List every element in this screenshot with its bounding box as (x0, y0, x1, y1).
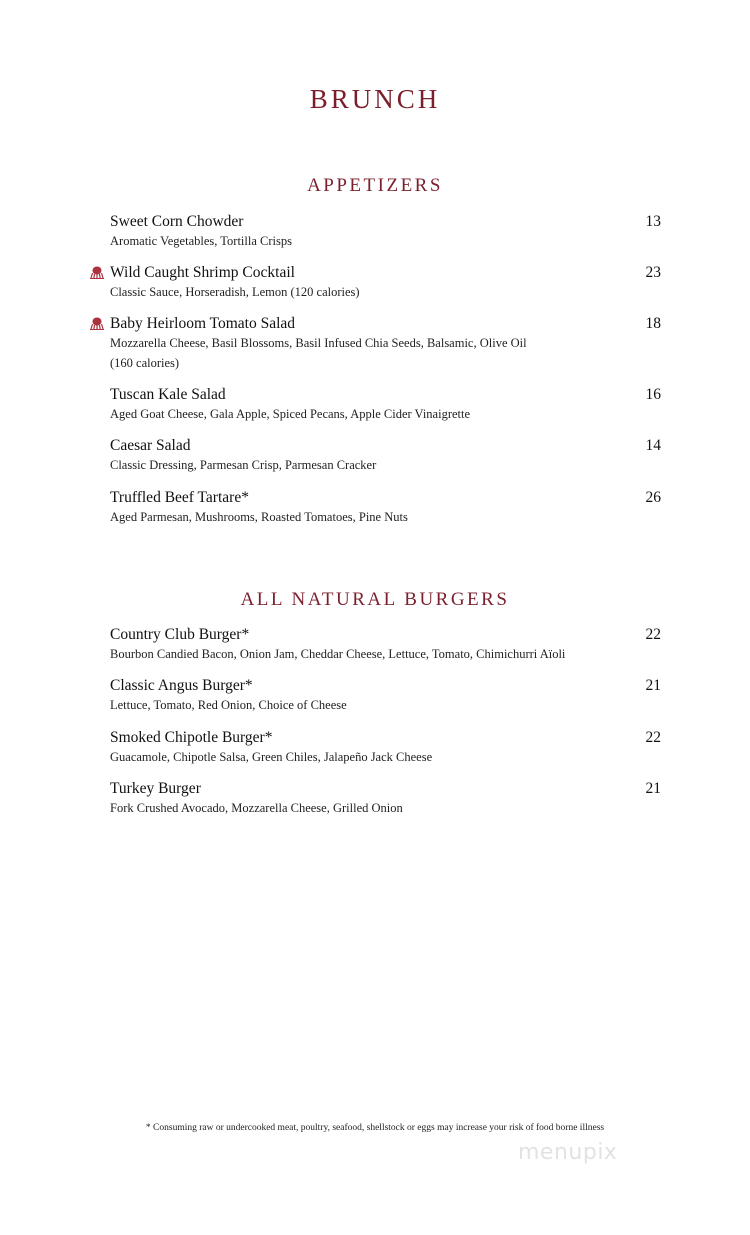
menu-item-price: 14 (645, 437, 661, 454)
menu-item-description: Classic Sauce, Horseradish, Lemon (120 calories) (110, 285, 360, 299)
menu-item-price: 18 (645, 315, 661, 332)
menu-item-name: Baby Heirloom Tomato Salad (110, 315, 296, 332)
menu-item-price: 21 (645, 677, 661, 694)
menu-item-description: Aged Goat Cheese, Gala Apple, Spiced Pecans, Apple Cider Vinaigrette (110, 407, 471, 421)
menu-item-description: Aged Parmesan, Mushrooms, Roasted Tomatoes, Pine Nuts (110, 510, 408, 524)
menu-item-price: 16 (645, 386, 661, 403)
menu-item-price: 22 (645, 729, 661, 746)
menu-item (110, 780, 665, 818)
menu-item-name: Classic Angus Burger* (110, 677, 253, 694)
menu-item-price: 13 (645, 213, 661, 230)
menu-item (110, 386, 665, 424)
menu-item (110, 315, 665, 373)
menu-item-description: Bourbon Candied Bacon, Onion Jam, Cheddar Cheese, Lettuce, Tomato, Chimichurri Aïoli (110, 647, 566, 661)
menu-item-name: Sweet Corn Chowder (110, 213, 244, 230)
menu-item-description: Fork Crushed Avocado, Mozzarella Cheese, Grilled Onion (110, 801, 403, 815)
menu-item-price: 23 (645, 264, 661, 281)
signature-octopus-icon (90, 266, 104, 279)
menu-item-name: Truffled Beef Tartare* (110, 489, 249, 506)
menu-item (110, 729, 665, 767)
watermark: menupix (518, 1140, 618, 1165)
menu-item (110, 626, 665, 664)
menu-item-description: Guacamole, Chipotle Salsa, Green Chiles, Jalapeño Jack Cheese (110, 750, 433, 764)
food-safety-footnote: * Consuming raw or undercooked meat, poultry, seafood, shellstock or eggs may increase your risk of food borne illness (145, 1123, 605, 1133)
menu-item-name: Smoked Chipotle Burger* (110, 729, 273, 746)
page-title: BRUNCH (309, 84, 441, 114)
signature-octopus-icon (90, 317, 104, 330)
menu-item-name: Tuscan Kale Salad (110, 386, 226, 403)
menu-item-name: Turkey Burger (110, 780, 201, 797)
menu-item-description: Mozzarella Cheese, Basil Blossoms, Basil Infused Chia Seeds, Balsamic, Olive Oil (160 calories) (110, 336, 527, 370)
menu-item (110, 677, 665, 715)
menu-item (110, 213, 665, 251)
menu-item (110, 437, 665, 475)
section-title-burgers: ALL NATURAL BURGERS (240, 589, 510, 610)
section-title-appetizers: APPETIZERS (307, 175, 443, 196)
menu-item-description: Aromatic Vegetables, Tortilla Crisps (110, 234, 292, 248)
menu-item-name: Caesar Salad (110, 437, 191, 454)
menu-item-description: Lettuce, Tomato, Red Onion, Choice of Cheese (110, 698, 347, 712)
menu-item-name: Wild Caught Shrimp Cocktail (110, 264, 295, 281)
menu-item-price: 26 (645, 489, 661, 506)
menu-item (110, 264, 665, 302)
menu-item-price: 22 (645, 626, 661, 643)
menu-item-description: Classic Dressing, Parmesan Crisp, Parmesan Cracker (110, 458, 377, 472)
menu-item (110, 489, 665, 527)
menu-item-price: 21 (645, 780, 661, 797)
menu-item-name: Country Club Burger* (110, 626, 250, 643)
